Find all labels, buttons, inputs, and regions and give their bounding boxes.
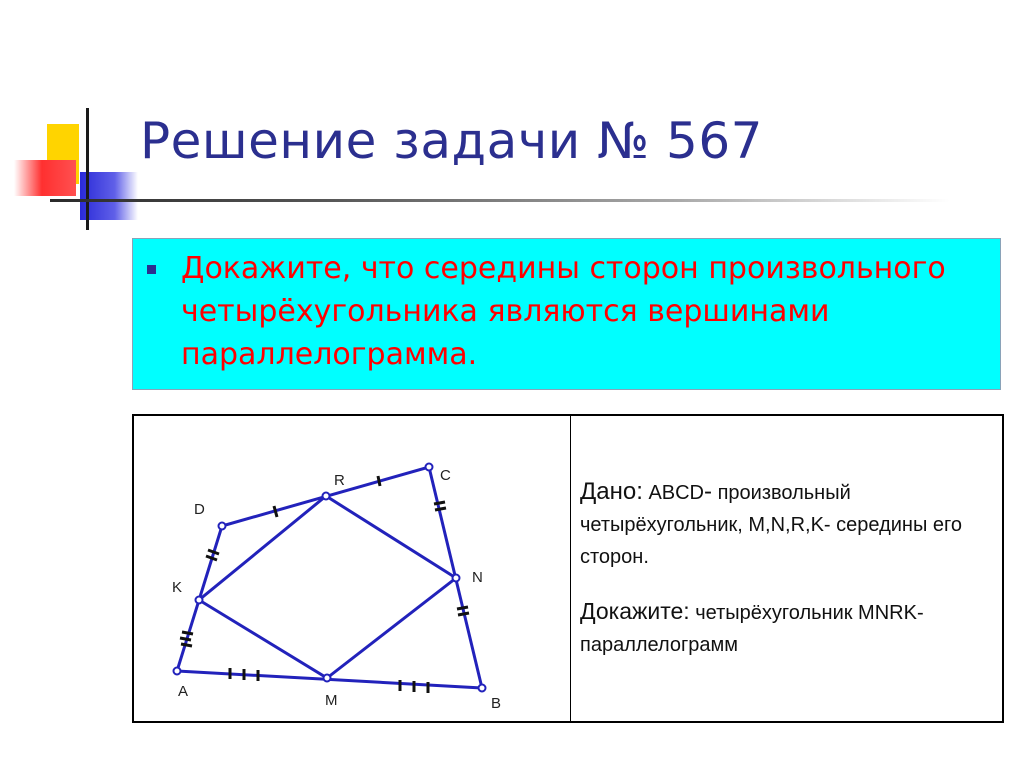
label-c: C: [440, 467, 451, 484]
task-text: Докажите, что середины сторон произвольного четырёхугольника являются вершинами параллелограмма.: [181, 251, 946, 372]
label-r: R: [334, 472, 345, 489]
decor-vertical-line: [86, 108, 89, 230]
given-colon: :: [636, 478, 643, 505]
prove-label: Докажите:: [580, 598, 690, 624]
tick-marks: [180, 476, 469, 693]
parallelogram-mnrk: [199, 496, 456, 678]
given-text: произвольный четырёхугольник, M,N,R,K- середины его сторон.: [580, 482, 962, 568]
solution-table: [132, 414, 1004, 723]
given-prove-cell: [580, 476, 996, 661]
given-abcd: ABCD: [648, 482, 705, 504]
given-dash: -: [704, 478, 713, 505]
title-underline: [50, 199, 950, 202]
task-box: [132, 238, 1001, 390]
label-a: A: [178, 683, 189, 700]
label-n: N: [472, 569, 483, 586]
decor-red-bar: [14, 160, 76, 196]
cell-divider: [570, 416, 571, 721]
label-b: B: [491, 695, 502, 712]
quadrilateral-abcd: [177, 467, 482, 688]
label-d: D: [194, 501, 205, 518]
quadrilateral-figure: [134, 416, 570, 721]
bullet-icon: [147, 265, 156, 274]
prove-block: [580, 595, 996, 661]
prove-text: четырёхугольник MNRK- параллелограмм: [580, 602, 924, 656]
given-block: [580, 476, 996, 573]
label-k: K: [172, 579, 183, 596]
label-m: M: [325, 692, 338, 709]
slide-title: Решение задачи № 567: [140, 112, 763, 170]
given-label: Дано: [580, 478, 637, 505]
vertex-points: [174, 464, 486, 692]
